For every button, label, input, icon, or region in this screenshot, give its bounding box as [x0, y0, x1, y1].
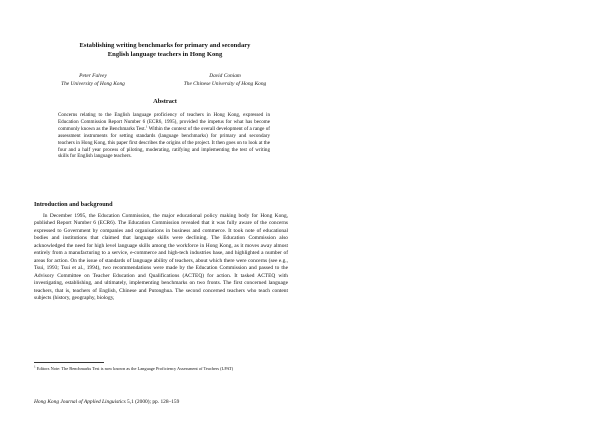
abstract-heading: Abstract: [153, 98, 177, 105]
author-2-name: David Coniam: [209, 73, 241, 79]
abstract-text-part-2: Within the context of the overall development of a range of assessment instruments for setting standards (language benchmarks) for primary and secondary teachers in Hong Kong, this paper first describes the origins of the project. It then goes on to look at the four and a half year process of piloting, moderating, ratifying and implementing the test of writing skills for English language teachers.: [58, 125, 270, 160]
body-paragraph: In December 1995, the Education Commission, the major educational policy making body for Hong Kong, published Report Number 6 (ECR6). The Education Commission revealed that it was fully aware of the concerns expressed to Government by companies and organisations in business and commerce. It took note of educational bodies and institutions that claimed that language skills were declining. The Education Commission also acknowledged the need for high level language skills among the workforce in Hong Kong, as it moves away almost entirely from a manufacturing to a service, e-commerce and high-tech industries base, and highlighted a number of areas for action. On the issue of standards of language ability of teachers, about which there were concerns (see e.g., Tsui, 1993; Tsui et al., 1994), two recommendations were made by the Education Commission and passed to the Advisory Committee on Teacher Education and Qualifications (ACTEQ) for action. It tasked ACTEQ with investigating, establishing, and ultimately, implementing benchmarks on two fronts. The first concerned language teachers, that is, teachers of English, Chinese and Putonghua. The second concerned teachers who teach content subjects (history, geography, biology,: [34, 213, 288, 301]
author-1-affiliation: The University of Hong Kong: [61, 81, 125, 87]
abstract-text: [58, 112, 270, 160]
author-2: [160, 72, 290, 88]
section-heading: Introduction and background: [34, 201, 113, 208]
abstract-footnote-marker: 1: [145, 124, 148, 129]
journal-footer: [34, 399, 179, 405]
journal-details: 5,1 (2000); pp. 128–159: [125, 399, 180, 405]
footnote-divider: [34, 362, 104, 363]
abstract-text-part-1: Concerns relating to the English language proficiency of teachers in Hong Kong, expressed in Education Commission Report Number 6 (ECR6, 1995), provided the impetus for what has become commonly known as the Benchmarks Test.: [58, 112, 270, 132]
footnote: [34, 366, 288, 372]
paper-title: [40, 41, 290, 59]
footnote-text: Editors Note: The Benchmarks Test is now known as the Language Proficiency Assessment of Teachers (LPAT): [35, 366, 234, 371]
title-line-2: English language teachers in Hong Kong: [107, 51, 223, 58]
title-line-1: Establishing writing benchmarks for primary and secondary: [79, 42, 251, 49]
footnote-number: 1: [34, 364, 36, 369]
author-2-affiliation: The Chinese University of Hong Kong: [183, 81, 267, 87]
author-1: [28, 72, 158, 88]
author-1-name: Peter Falvey: [79, 73, 107, 79]
journal-name: Hong Kong Journal of Applied Linguistics: [34, 399, 126, 405]
